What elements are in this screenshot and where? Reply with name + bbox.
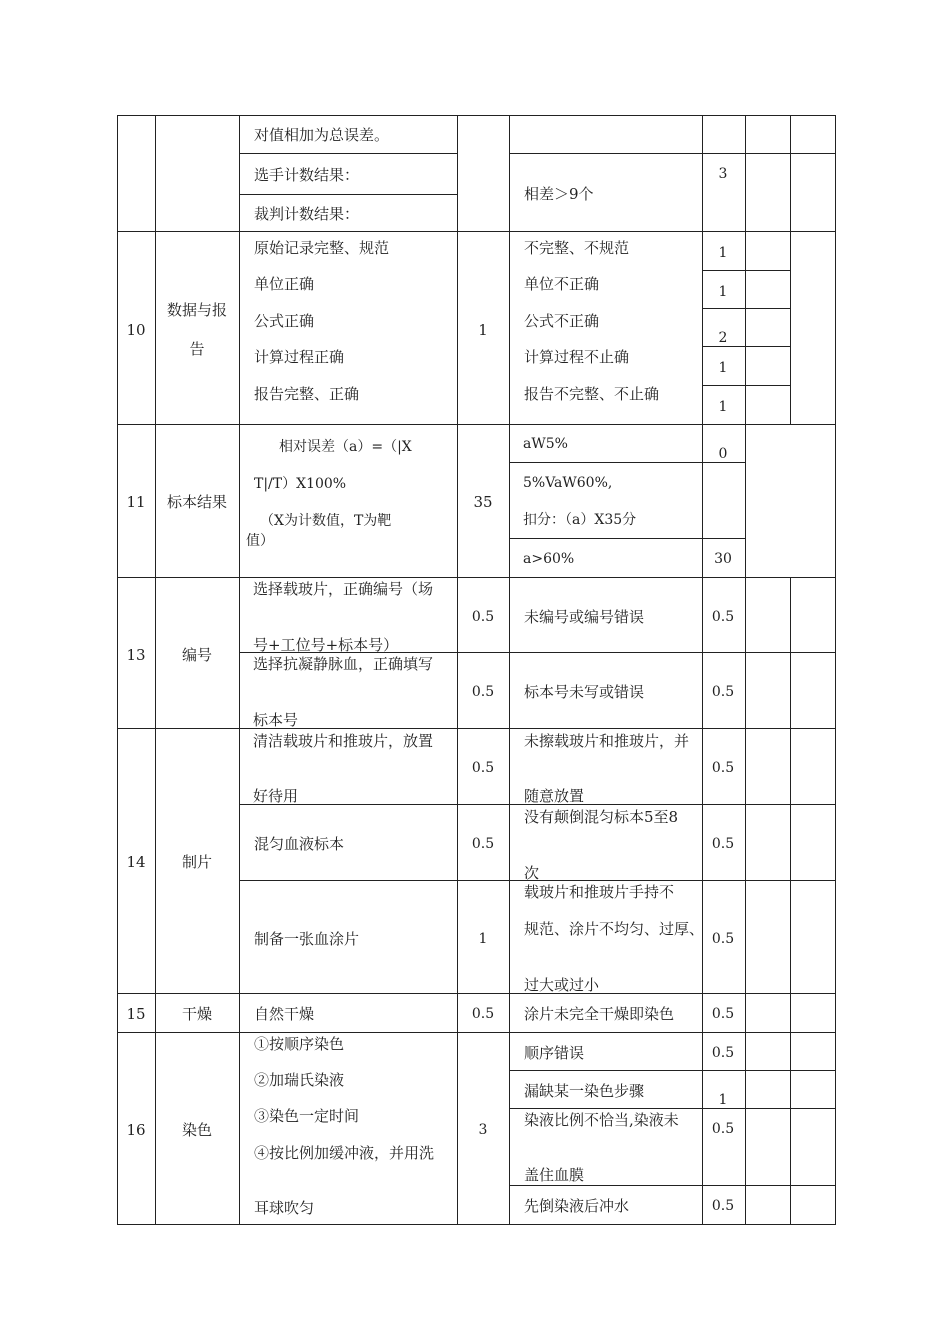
points-value: 0.5 [711, 609, 735, 625]
sub-row-divider [239, 153, 457, 154]
deduction-text: 标本号未写或错误 [524, 683, 645, 701]
deduction-text: 次 [524, 864, 540, 882]
deduction-text: 计算过程不止确 [524, 348, 630, 366]
row-number: 14 [126, 853, 146, 871]
criteria-text: ③染色一定时间 [254, 1107, 360, 1125]
sub-row-divider [509, 462, 745, 463]
criteria-text: 号+工位号+标本号） [253, 636, 399, 654]
deduction-text: 未编号或编号错误 [524, 608, 645, 626]
row-divider [117, 231, 836, 232]
item-name: 告 [189, 340, 205, 358]
row-divider [117, 577, 836, 578]
points-value: 0 [718, 446, 728, 462]
deduction-text: 盖住血膜 [524, 1166, 585, 1184]
sub-row-divider [702, 346, 790, 347]
sub-row-divider [509, 1185, 836, 1186]
deduction-text: 染液比例不恰当,染液未 [524, 1111, 679, 1129]
score-value: 3 [478, 1122, 488, 1138]
item-name: 干燥 [181, 1005, 213, 1023]
criteria-text: 公式正确 [254, 312, 315, 330]
deduction-text: 相差＞9个 [524, 185, 594, 203]
criteria-text: T|/T）X100% [254, 476, 347, 492]
item-name: 编号 [181, 646, 213, 664]
points-value: 0.5 [711, 836, 735, 852]
criteria-text: 好待用 [253, 787, 299, 805]
row-number: 13 [126, 646, 146, 664]
row-divider [117, 424, 836, 425]
points-value: 0.5 [711, 1045, 735, 1061]
score-value: 0.5 [471, 1006, 495, 1022]
col-divider [790, 577, 791, 1225]
criteria-text: 选择抗凝静脉血，正确填写 [253, 655, 434, 673]
deduction-text: 载玻片和推玻片手持不 [524, 883, 675, 901]
score-value: 0.5 [471, 684, 495, 700]
score-value: 1 [478, 321, 488, 339]
criteria-text: 计算过程正确 [254, 348, 345, 366]
deduction-text: 不完整、不规范 [524, 239, 630, 257]
points-value: 2 [718, 330, 728, 346]
sub-row-divider [509, 1070, 836, 1071]
score-value: 35 [473, 493, 493, 511]
sub-row-divider [702, 270, 790, 271]
points-value: 0.5 [711, 1006, 735, 1022]
col-divider [457, 115, 458, 1225]
criteria-text: ①按顺序染色 [254, 1035, 345, 1053]
row-number: 10 [126, 321, 146, 339]
criteria-text: 值） [246, 533, 274, 549]
col-divider [155, 115, 156, 1225]
deduction-text: 随意放置 [524, 787, 585, 805]
points-value: 0.5 [711, 1121, 735, 1137]
criteria-text: （X为计数值，T为靶 [260, 513, 392, 529]
points-value: 0.5 [711, 684, 735, 700]
col-divider [509, 115, 510, 1225]
item-name: 标本结果 [166, 493, 228, 511]
deduction-text: a>60% [523, 551, 575, 567]
score-value: 0.5 [471, 760, 495, 776]
item-name: 数据与报 [166, 301, 228, 319]
criteria-text: 报告完整、正确 [254, 385, 360, 403]
criteria-text: 清洁载玻片和推玻片，放置 [253, 732, 434, 750]
row-divider [117, 1032, 836, 1033]
criteria-text: 原始记录完整、规范 [254, 239, 390, 257]
criteria-text: 相对误差（a）=（|X [279, 439, 412, 455]
points-value: 1 [718, 360, 728, 376]
row-number: 16 [126, 1121, 146, 1139]
points-value: 0.5 [711, 760, 735, 776]
points-value: 1 [718, 284, 728, 300]
col-divider [790, 115, 791, 425]
deduction-text: 未擦载玻片和推玻片，并 [524, 732, 690, 750]
sub-row-divider [702, 385, 790, 386]
score-value: 0.5 [471, 836, 495, 852]
criteria-text: 单位正确 [254, 275, 315, 293]
deduction-text: 顺序错误 [524, 1044, 585, 1062]
deduction-text: 单位不正确 [524, 275, 600, 293]
deduction-text: 报告不完整、不止确 [524, 385, 660, 403]
criteria-text: 选择载玻片，正确编号（场 [253, 580, 434, 598]
row-number: 15 [126, 1005, 146, 1023]
points-value: 1 [718, 245, 728, 261]
criteria-text: 制备一张血涂片 [254, 930, 360, 948]
criteria-text: 对值相加为总误差。 [254, 126, 390, 144]
criteria-text: 裁判计数结果： [254, 205, 360, 223]
col-divider [702, 115, 703, 1225]
row-divider [117, 728, 836, 729]
points-value: 0.5 [711, 931, 735, 947]
points-value: 1 [718, 399, 728, 415]
deduction-text: 过大或过小 [524, 976, 600, 994]
deduction-text: 没有颠倒混匀标本5至8 [524, 808, 679, 826]
sub-row-divider [239, 194, 457, 195]
criteria-text: ②加瑞氏染液 [254, 1071, 345, 1089]
score-value: 0.5 [471, 609, 495, 625]
col-divider [239, 115, 240, 1225]
criteria-text: 标本号 [253, 711, 299, 729]
deduction-text: aW5% [523, 436, 568, 452]
col-divider [745, 115, 746, 1225]
deduction-text: 公式不正确 [524, 312, 600, 330]
sub-row-divider [702, 308, 790, 309]
score-value: 1 [478, 931, 488, 947]
criteria-text: 混匀血液标本 [254, 835, 345, 853]
points-value: 3 [718, 166, 728, 182]
deduction-text: 扣分：（a）X35分 [523, 512, 637, 528]
sub-row-divider [509, 538, 745, 539]
deduction-text: 先倒染液后冲水 [524, 1197, 630, 1215]
row-number: 11 [126, 493, 146, 511]
sub-row-divider [509, 1108, 836, 1109]
sub-row-divider [509, 153, 836, 154]
criteria-text: 自然干燥 [254, 1005, 315, 1023]
deduction-text: 漏缺某一染色步骤 [524, 1082, 645, 1100]
deduction-text: 规范、涂片不均匀、过厚、 [524, 920, 705, 938]
points-value: 0.5 [711, 1198, 735, 1214]
item-name: 制片 [181, 853, 213, 871]
criteria-text: 耳球吹匀 [254, 1199, 315, 1217]
deduction-text: 涂片未完全干燥即染色 [524, 1005, 675, 1023]
row-divider [117, 993, 836, 994]
item-name: 染色 [181, 1121, 213, 1139]
points-value: 1 [718, 1092, 728, 1108]
criteria-text: 选手计数结果： [254, 166, 360, 184]
deduction-text: 5%VaW60%, [523, 475, 613, 491]
criteria-text: ④按比例加缓冲液，并用洗 [254, 1144, 435, 1162]
points-value: 30 [714, 551, 732, 567]
